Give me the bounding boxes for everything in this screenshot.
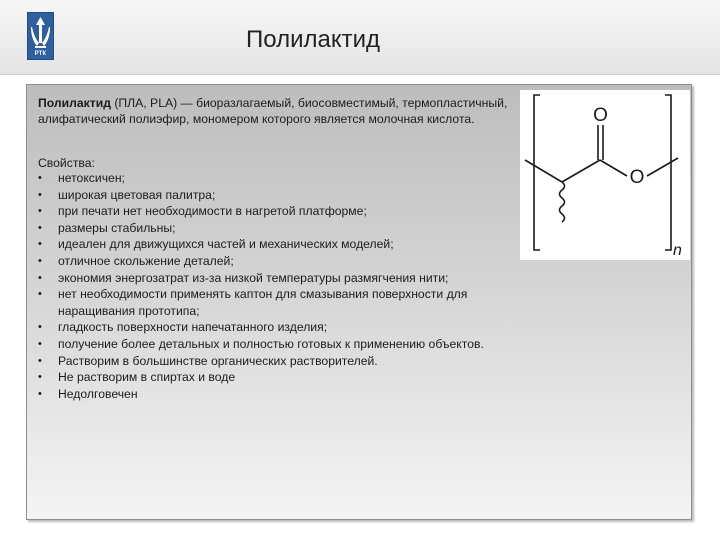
polylactide-structure-diagram: [520, 90, 690, 260]
list-item: • идеален для движущихся частей и механических моделей;: [38, 237, 394, 252]
list-item: • нет необходимости применять каптон для смазывания поверхности для наращивания прототипа;: [38, 287, 468, 318]
list-item: • нетоксичен;: [38, 171, 125, 185]
bond-ch-carbonyl: [562, 160, 600, 182]
page-title: Полилактид: [246, 26, 381, 53]
right-bracket: [665, 95, 671, 250]
list-item: • Не растворим в спиртах и воде: [38, 370, 236, 385]
bullet-icon: •: [38, 238, 42, 251]
properties-heading: Свойства:: [38, 156, 95, 170]
structural-formula: [520, 90, 690, 260]
bullet-icon: •: [38, 172, 42, 184]
bullet-icon: •: [38, 371, 42, 384]
bullet-icon: •: [38, 354, 42, 367]
logo: [27, 12, 54, 60]
intro-abbr: (ПЛА, PLA): [114, 96, 178, 110]
bond-oxygen-terminal: [647, 158, 678, 176]
bullet-icon: •: [38, 188, 42, 201]
list-item: • гладкость поверхности напечатанного изделия;: [38, 320, 328, 335]
intro-paragraph: [38, 95, 518, 127]
list-item: • отличное скольжение деталей;: [38, 253, 234, 268]
header-divider: [0, 74, 720, 75]
repeat-index-label: n: [673, 242, 682, 259]
intro-term: Полилактид: [38, 96, 111, 110]
list-item: • Недолговечен: [38, 386, 138, 401]
list-item: • Растворим в большинстве органических растворителей.: [38, 353, 378, 368]
list-item: • размеры стабильны;: [38, 220, 176, 235]
slide-header: [0, 0, 720, 74]
intro-description: — биоразлагаемый, биосовместимый, термопластичный, алифатический полиэфир, мономером которого является молочная кислота.: [38, 96, 508, 126]
properties-list: [38, 170, 518, 402]
logo-text: РТК: [34, 51, 47, 57]
bond-carbonyl-oxygen: [600, 160, 627, 176]
bond-left-terminal: [525, 160, 562, 182]
bullet-icon: •: [38, 271, 42, 284]
bullet-icon: •: [38, 221, 42, 234]
bullet-icon: •: [38, 288, 42, 301]
methyl-wavy-bond: [560, 182, 565, 222]
bullet-icon: •: [38, 205, 42, 218]
bullet-icon: •: [38, 387, 42, 400]
list-item: • широкая цветовая палитра;: [38, 187, 216, 202]
bullet-icon: •: [38, 337, 42, 350]
list-item: • получение более детальных и полностью готовых к применению объектов.: [38, 336, 484, 351]
list-item: • при печати нет необходимости в нагретой платформе;: [38, 204, 367, 219]
bullet-icon: •: [38, 321, 42, 334]
oxygen-carbonyl-label: O: [593, 105, 608, 126]
oxygen-ester-label: O: [629, 167, 645, 188]
left-bracket: [534, 95, 540, 250]
list-item: • экономия энергозатрат из-за низкой температуры размягчения нити;: [38, 270, 449, 285]
bullet-icon: •: [38, 254, 42, 267]
